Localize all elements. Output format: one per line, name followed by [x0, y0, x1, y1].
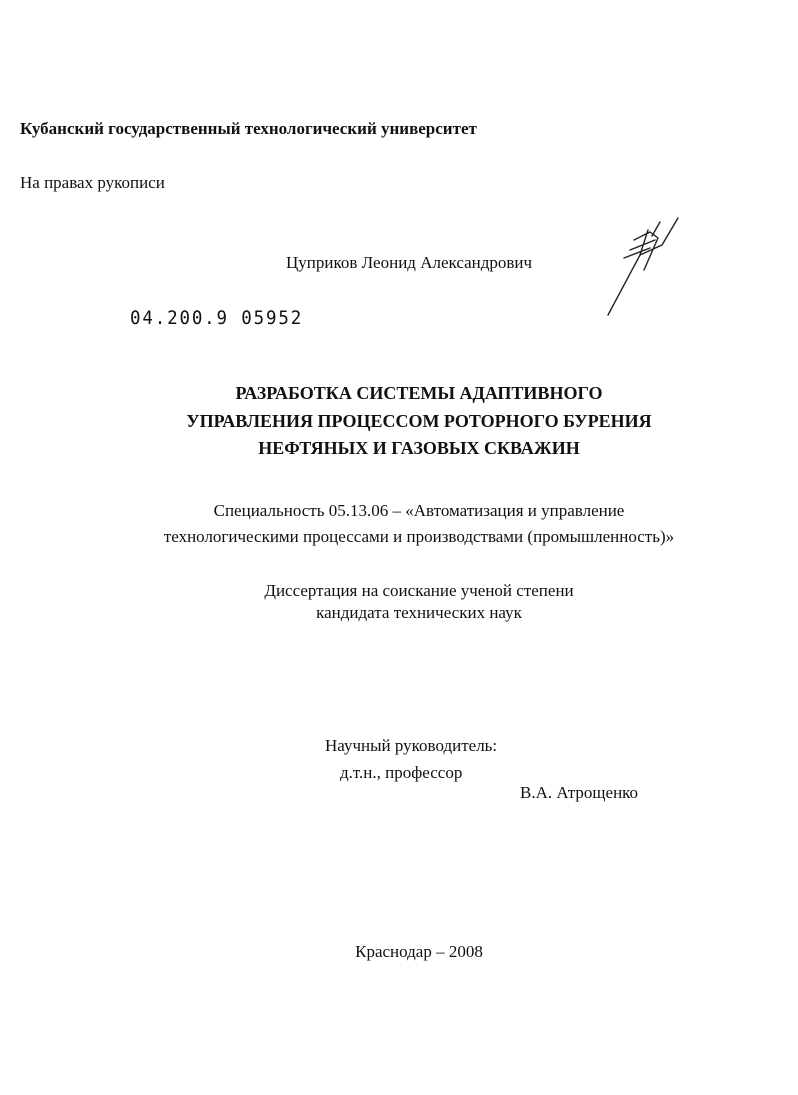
- specialty-line-2: технологическими процессами и производствами (промышленность)»: [163, 527, 675, 546]
- city-year: Краснодар – 2008: [355, 942, 483, 961]
- title-line-1: РАЗРАБОТКА СИСТЕМЫ АДАПТИВНОГО: [235, 383, 603, 403]
- signature-icon: [600, 210, 690, 320]
- title-line-2: УПРАВЛЕНИЯ ПРОЦЕССОМ РОТОРНОГО БУРЕНИЯ: [186, 411, 652, 431]
- manuscript-note: На правах рукописи: [20, 173, 165, 192]
- university-name: Кубанский государственный технологический университет: [20, 119, 477, 138]
- dissertation-line-2: кандидата технических наук: [316, 603, 522, 622]
- title-line-3: НЕФТЯНЫХ И ГАЗОВЫХ СКВАЖИН: [258, 438, 580, 458]
- supervisor-label: Научный руководитель:: [325, 736, 498, 755]
- supervisor-name: В.А. Атрощенко: [520, 783, 639, 802]
- supervisor-degree: д.т.н., профессор: [340, 763, 463, 782]
- archive-stamp-number: 04.200.9 05952: [130, 307, 304, 329]
- specialty-line-1: Специальность 05.13.06 – «Автоматизация и управление: [213, 501, 625, 520]
- dissertation-line-1: Диссертация на соискание ученой степени: [264, 581, 574, 600]
- author-name: Цуприков Леонид Александрович: [286, 253, 533, 272]
